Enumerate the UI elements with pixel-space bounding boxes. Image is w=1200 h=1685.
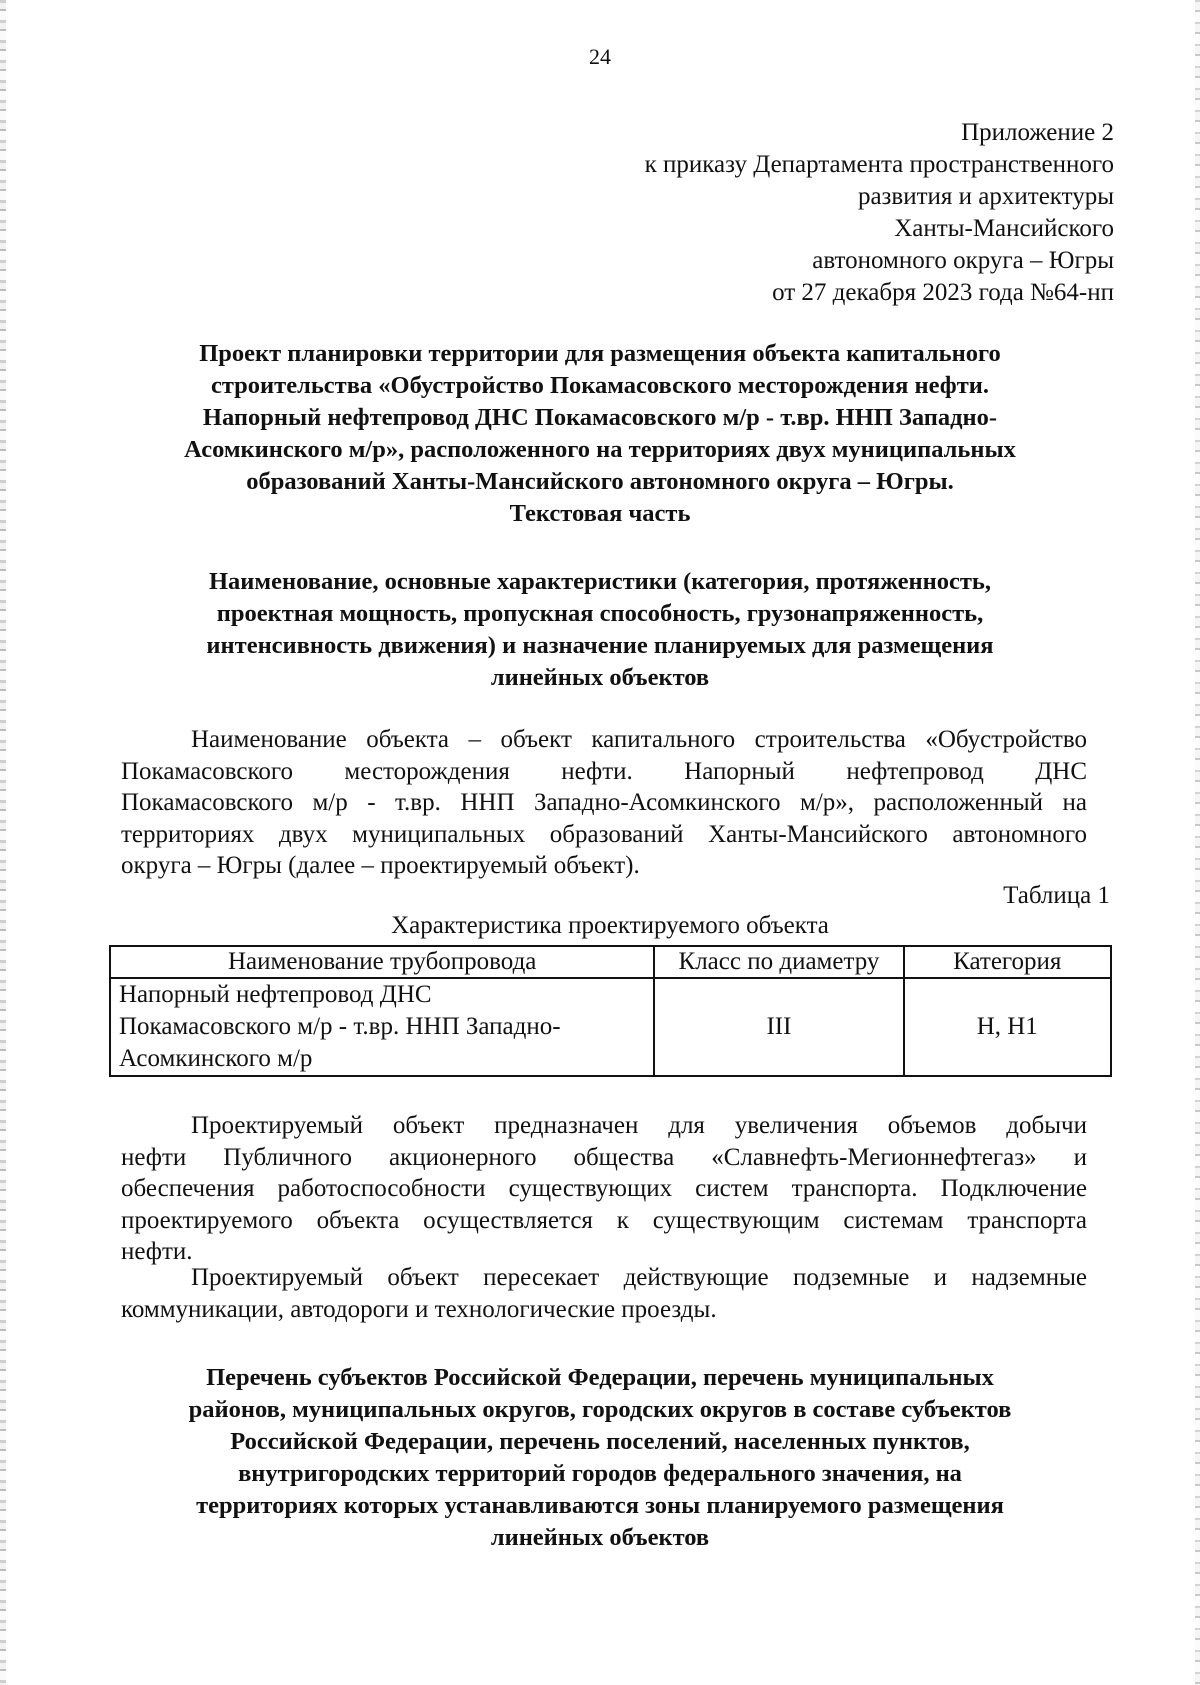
appendix-line: от 27 декабря 2023 года №64-нп <box>772 279 1114 306</box>
title-line: Напорный нефтепровод ДНС Покамасовского м/р - т.вр. ННП Западно- <box>202 404 998 431</box>
cell-line: Покамасовского м/р - т.вр. ННП Западно- <box>119 1013 561 1040</box>
characteristics-table <box>109 945 1112 1077</box>
object-name-paragraph <box>121 724 1087 882</box>
table-cell-diameter-class: III <box>654 978 903 1076</box>
heading-line: линейных объектов <box>490 664 710 691</box>
table-cell-category: Н, Н1 <box>904 978 1111 1076</box>
cell-line: Напорный нефтепровод ДНС <box>119 981 432 1008</box>
title-line: Асомкинского м/р», расположенного на территориях двух муниципальных <box>184 436 1016 463</box>
paragraph-line: округа – Югры (далее – проектируемый объект). <box>121 852 640 879</box>
title-line: Текстовая часть <box>509 500 691 527</box>
paragraph-line: нефти. <box>121 1238 193 1265</box>
appendix-line: Ханты-Мансийского <box>894 215 1114 242</box>
document-title <box>110 338 1090 530</box>
table-caption: Характеристика проектируемого объекта <box>391 912 829 939</box>
heading-line: Перечень субъектов Российской Федерации, перечень муниципальных <box>206 1364 994 1391</box>
paragraph-line: Покамасовского м/р - т.вр. ННП Западно-Асомкинского м/р», расположенный на <box>121 789 1087 816</box>
heading-line: районов, муниципальных округов, городских округов в составе субъектов <box>188 1396 1012 1423</box>
appendix-header <box>514 117 1114 309</box>
page-number: 24 <box>589 44 611 69</box>
title-line: образований Ханты-Мансийского автономного округа – Югры. <box>246 468 954 495</box>
scan-edge-left <box>0 0 6 1685</box>
table-row <box>110 978 1111 1076</box>
scan-edge-right <box>1195 0 1200 1685</box>
heading-line: Российской Федерации, перечень поселений, населенных пунктов, <box>230 1428 970 1455</box>
paragraph-line: коммуникации, автодороги и технологические проезды. <box>121 1295 717 1323</box>
table-header-category: Категория <box>904 946 1111 978</box>
paragraph-line: проектируемого объекта осуществляется к существующим системам транспорта <box>121 1206 1087 1234</box>
paragraph-line: Наименование объекта – объект капитального строительства «Обустройство <box>191 726 1087 753</box>
appendix-line: автономного округа – Югры <box>812 247 1114 274</box>
paragraph-line: нефти Публичного акционерного общества «Славнефть-Мегионнефтегаз» и <box>121 1143 1087 1171</box>
heading-line: линейных объектов <box>490 1524 710 1551</box>
section-heading-subjects <box>110 1362 1090 1554</box>
table-cell-pipeline-name <box>110 978 654 1076</box>
heading-line: проектная мощность, пропускная способность, грузонапряженность, <box>216 600 984 627</box>
heading-line: интенсивность движения) и назначение планируемых для размещения <box>206 632 994 659</box>
section-heading-characteristics <box>110 566 1090 694</box>
title-line: Проект планировки территории для размещения объекта капитального <box>199 340 1001 367</box>
paragraph-line: Проектируемый объект предназначен для увеличения объемов добычи <box>191 1112 1087 1139</box>
table-header-pipeline-name: Наименование трубопровода <box>110 946 654 978</box>
paragraph-line: обеспечения работоспособности существующих систем транспорта. Подключение <box>121 1175 1087 1202</box>
table-label: Таблица 1 <box>1003 882 1110 909</box>
title-line: строительства «Обустройство Покамасовского месторождения нефти. <box>210 372 990 399</box>
heading-line: территориях которых устанавливаются зоны планируемого размещения <box>196 1492 1004 1519</box>
paragraph-line: Проектируемый объект пересекает действующие подземные и надземные <box>191 1264 1087 1291</box>
crossings-paragraph <box>121 1262 1087 1325</box>
paragraph-line: Покамасовского месторождения нефти. Напорный нефтепровод ДНС <box>121 757 1087 785</box>
appendix-line: развития и архитектуры <box>857 183 1114 210</box>
appendix-line: к приказу Департамента пространственного <box>644 151 1114 178</box>
table-header-row <box>110 946 1111 978</box>
cell-line: Асомкинского м/р <box>119 1045 313 1072</box>
heading-line: Наименование, основные характеристики (категория, протяженность, <box>208 568 991 595</box>
appendix-line: Приложение 2 <box>961 119 1114 146</box>
table-header-diameter-class: Класс по диаметру <box>654 946 903 978</box>
paragraph-line: территориях двух муниципальных образований Ханты-Мансийского автономного <box>121 820 1087 848</box>
purpose-paragraph <box>121 1110 1087 1268</box>
heading-line: внутригородских территорий городов федерального значения, на <box>238 1460 962 1487</box>
